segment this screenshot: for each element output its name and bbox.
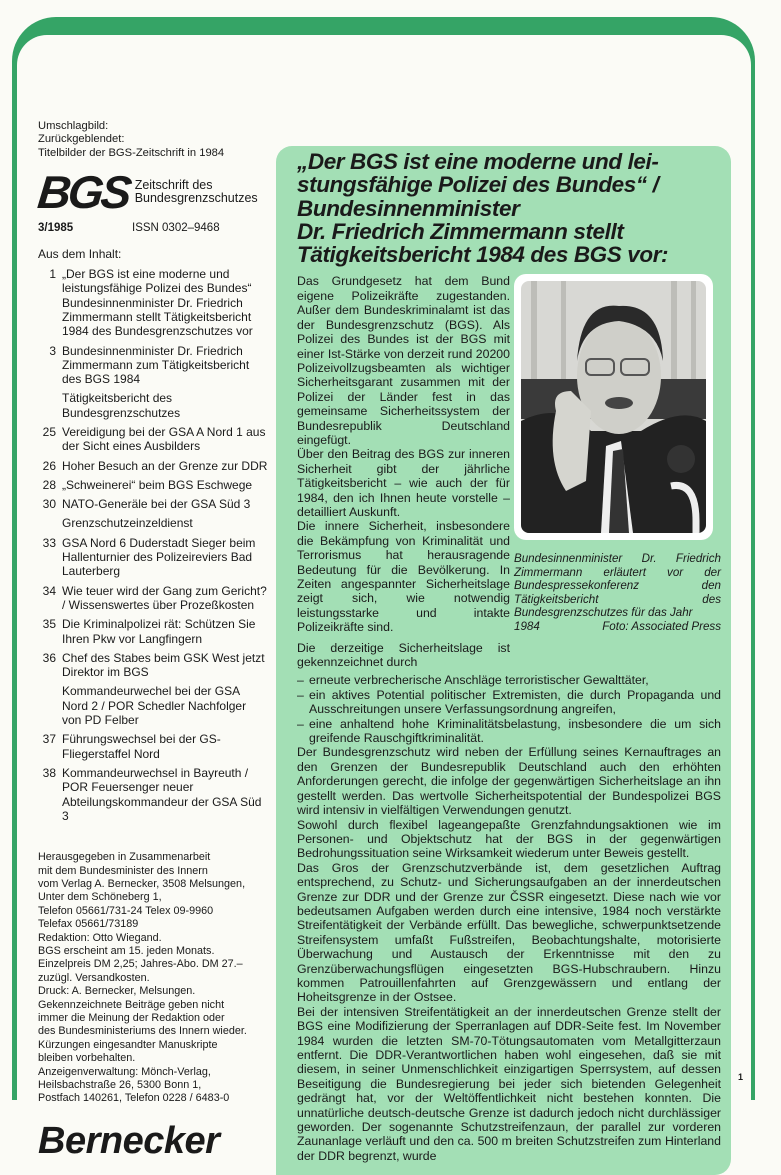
toc-item — [38, 478, 268, 492]
caption-credit-line — [514, 620, 721, 633]
page-number: 1 — [738, 1072, 744, 1082]
subtitle-line: Zeitschrift des — [134, 178, 213, 193]
cover-line: Umschlagbild: — [38, 120, 109, 132]
masthead — [35, 166, 268, 219]
photo-credit: Foto: Associated Press — [602, 619, 721, 633]
toc-item — [38, 732, 268, 761]
toc-page-number: 25 — [42, 425, 56, 439]
toc-page-number: 28 — [42, 477, 56, 492]
imprint-line: bleiben vorbehalten. — [38, 1052, 136, 1065]
left-column — [35, 120, 268, 1162]
imprint — [38, 851, 268, 1106]
headline-line: Tätigkeitsbericht 1984 des BGS vor: — [297, 242, 669, 268]
bgs-logo: BGS — [35, 166, 132, 219]
toc-page-number: 36 — [42, 650, 56, 665]
bullet-item — [297, 688, 721, 717]
body-paragraph: Über den Beitrag des BGS zur inneren Sicherheit gibt der jährliche Tätigkeitsbericht – wie auch der für 1984, den ich Ihnen heute vorstelle – detailliert Auskunft. — [297, 447, 510, 519]
toc-title: Hoher Besuch an der Grenze zur DDR — [62, 458, 268, 473]
subtitle-line: Bundesgrenzschutzes — [134, 191, 258, 206]
toc-title: „Schweinerei“ beim BGS Eschwege — [62, 477, 253, 492]
imprint-line: vom Verlag A. Bernecker, 3508 Melsungen, — [38, 877, 246, 890]
toc-section-heading: Tätigkeitsbericht des Bundesgrenzschutzes — [62, 391, 181, 420]
body-paragraph: Das Grundgesetz hat dem Bund eigene Polizeikräfte zugestanden. Außer dem Bundeskriminalamt ist das der Bundesgrenzschutz (BGS). Als Polizei des Bundes ist der BGS mit einer Ist-Stärke von derzeit rund 20200 Polizeivollzugsbeamten als wichtiger Sicherheitsgarant zusammen mit der Polizei der Länder fest in das gemeinsame Sicherheitssystem der Bundesrepublik Deutschland eingefügt. — [297, 274, 510, 447]
issue-number: 3/1985 — [38, 222, 74, 235]
article-intro-row — [297, 274, 721, 669]
toc-page-number: 3 — [49, 343, 56, 358]
toc-title: Vereidigung bei der GSA A Nord 1 aus der Sicht eines Ausbilders — [62, 425, 266, 454]
caption-text: Bundesinnenminister Dr. Friedrich Zimmermann erläutert vor der Bundespressekonferenz den Tätigkeitsbericht des Bundesgrenzschutzes für das Jahr — [514, 552, 721, 620]
toc-page-number: 1 — [49, 267, 56, 282]
toc-title: Die Kriminalpolizei rät: Schützen Sie Ihren Pkw vor Langfingern — [62, 617, 256, 646]
dash-bullet-icon: – — [297, 673, 304, 688]
imprint-line: des Bundesministeriums des Innern wieder. — [38, 1025, 247, 1038]
dash-bullet-icon: – — [297, 687, 304, 702]
toc-title: Chef des Stabes beim GSK West jetzt Direktor im BGS — [62, 650, 265, 680]
headline-line: „Der BGS ist eine moderne und lei- — [297, 149, 659, 174]
imprint-line: Anzeigenverwaltung: Mönch-Verlag, — [38, 1065, 211, 1078]
imprint-line: Telefon 05661/731-24 Telex 09-9960 — [38, 904, 214, 917]
toc-title: „Der BGS ist eine moderne und leistungsfähige Polizei des Bundes“ Bundesinnenminister Dr. Friedrich Zimmermann stellt Tätigkeitsbericht 1984 des Bundesgrenzschutzes vor — [62, 267, 253, 339]
imprint-line: BGS erscheint am 15. jeden Monats. — [38, 944, 215, 957]
toc-section-heading: Grenzschutzeinzeldienst — [62, 516, 193, 531]
article-headline — [297, 150, 721, 266]
imprint-line: Telefax 05661/73189 — [38, 918, 139, 931]
photo-block — [514, 274, 721, 632]
headline-line: Bundesinnenminister — [297, 195, 520, 221]
cover-line: Titelbilder der BGS-Zeitschrift in 1984 — [38, 146, 225, 159]
imprint-line: Kürzungen eingesandter Manuskripte — [38, 1038, 218, 1051]
toc-title: Kommandeurwechsel in Bayreuth / POR Feuersenger neuer Abteilungskommandeur der GSA Süd 3 — [62, 765, 262, 823]
toc-page-number: 26 — [42, 458, 56, 473]
toc-item — [38, 497, 268, 511]
toc-page-number: 38 — [42, 765, 56, 780]
toc-section-heading: Kommandeurwechel bei der GSA Nord 2 / POR Schedler Nachfolger von PD Felber — [62, 684, 247, 728]
caption-year: 1984 — [514, 619, 540, 633]
article-photo — [514, 274, 713, 540]
toc-title: NATO-Generäle bei der GSA Süd 3 — [62, 497, 251, 512]
bullet-item — [297, 717, 721, 746]
toc-item — [38, 584, 268, 613]
imprint-line: Unter dem Schöneberg 1, — [38, 891, 162, 904]
toc-item — [38, 617, 268, 646]
imprint-line: Einzelpreis DM 2,25; Jahres-Abo. DM 27.– — [38, 958, 243, 971]
imprint-line: Postfach 140261, Telefon 0228 / 6483-0 — [38, 1092, 230, 1105]
toc-heading: Aus dem Inhalt: — [38, 246, 122, 261]
toc-item — [38, 267, 268, 338]
article-panel — [276, 146, 731, 1175]
cover-note — [38, 120, 268, 160]
imprint-line: Gekennzeichnete Beiträge geben nicht — [38, 998, 225, 1011]
toc-title: Wie teuer wird der Gang zum Gericht? / Wissenswertes über Prozeßkosten — [62, 583, 267, 612]
publisher-logo: Bernecker — [38, 1119, 220, 1162]
toc-page-number: 33 — [42, 535, 56, 550]
toc-item — [38, 344, 268, 387]
imprint-line: Redaktion: Otto Wiegand. — [38, 931, 162, 944]
toc-page-number: 37 — [42, 732, 56, 747]
imprint-line: zuzügl. Versandkosten. — [38, 971, 150, 984]
minister-photo-image — [521, 281, 706, 533]
toc-page-number: 34 — [42, 583, 56, 598]
body-paragraph: Sowohl durch flexibel lageangepaßte Grenzfahndungsaktionen wie im Personen- und Objektschutz hat der BGS in der gegenwärtigen Bedrohungssituation seine Wirksamkeit wiederum unter Beweis gestellt. — [297, 817, 721, 861]
toc-item — [38, 425, 268, 454]
toc-title: Führungswechsel bei der GS-Fliegerstaffel Nord — [62, 732, 221, 761]
dash-bullet-icon: – — [297, 716, 304, 731]
toc-item — [38, 536, 268, 579]
bullet-text: eine anhaltend hohe Kriminalitätsbelastung, insbesondere die um sich greifende Rauschgiftkriminalität. — [309, 716, 721, 746]
body-paragraph: Das Gros der Grenzschutzverbände ist, dem gesetzlichen Auftrag entsprechend, zu Schutz- und Sicherungsaufgaben an der innerdeutschen Grenze zur DDR und der Grenze zur ČSSR eingesetzt. Diese nach wie vor bedeutsamen Aufgaben werden durch eine intensive, 1984 noch verstärkte Streifentätigkeit der Verbände erfüllt. Das bewegliche, schwerpunktsetzende Streifensystem umfaßt Fußstreifen, Beobachtungshalte, motorisierte Überwachung und Austausch der Erkenntnisse mit den zu Grenzüberwachungsflügen eingesetzten BGS-Hubschraubern. Hinzu kommen Patrouillenfahrten auf Grenzgewässern und entlang der Hoheitsgrenze in der Ostsee. — [297, 860, 721, 1005]
toc-item — [38, 651, 268, 680]
article-body-main — [297, 673, 721, 1163]
imprint-line: Heilsbachstraße 26, 5300 Bonn 1, — [38, 1079, 202, 1092]
body-paragraph: Der Bundesgrenzschutz wird neben der Erfüllung seines Kernauftrages an den Grenzen der Bundesrepublik Deutschland auch den erhöhten Anforderungen gerecht, die infolge der gegenwärtigen Sicherheitslage an ihn gestellt werden. Das wertvolle Sicherheitspotential der Bundespolizei BGS wird intensiv in vielfältigen Verwendungen genutzt. — [297, 745, 721, 818]
photo-caption — [514, 552, 721, 632]
masthead-subtitle — [135, 179, 258, 205]
imprint-line: mit dem Bundesminister des Innern — [38, 864, 208, 877]
issn: ISSN 0302–9468 — [132, 222, 220, 235]
toc-title: Bundesinnenminister Dr. Friedrich Zimmermann zum Tätigkeitsbericht des BGS 1984 — [62, 343, 250, 387]
headline-line: Dr. Friedrich Zimmermann stellt — [297, 218, 624, 244]
table-of-contents — [38, 267, 268, 823]
toc-page-number: 30 — [42, 497, 56, 512]
body-paragraph: Die derzeitige Sicherheitslage ist gekennzeichnet durch — [297, 640, 510, 670]
headline-line: stungsfähige Polizei des Bundes“ / — [297, 172, 659, 198]
article-body-intro — [297, 274, 510, 669]
toc-item — [38, 766, 268, 823]
imprint-line: Herausgegeben in Zusammenarbeit — [38, 851, 211, 864]
bullet-text: ein aktives Potential politischer Extremisten, die durch Propaganda und Ausschreitungen unsere Verfassungsordnung angreifen, — [309, 687, 721, 717]
toc-page-number: 35 — [42, 617, 56, 632]
imprint-line: immer die Meinung der Redaktion oder — [38, 1012, 225, 1024]
toc-title: GSA Nord 6 Duderstadt Sieger beim Hallenturnier des Polizeireviers Bad Lauterberg — [62, 535, 256, 579]
body-paragraph: Bei der intensiven Streifentätigkeit an der innerdeutschen Grenze stellt der BGS eine Modifizierung der Sperranlagen auf DDR-Seite fest. Im November 1984 wurden die letzten SM-70-Tötungsautomaten vom Metallgitterzaun entfernt. Die DDR-Verantwortlichen haben wohl eingesehen, daß sie mit diesem, in seiner Unmenschlichkeit einzigartigen Sperrsystem, auf dessen Beseitigung die Bundesregierung bei jeder sich bietenden Gelegenheit gedrängt hat, vor der Weltöffentlichkeit nicht bestehen konnten. Die unnatürliche deutsch-deutsche Grenze ist dadurch jedoch nicht durchlässiger geworden. Der sogenannte Schutzstreifenzaun, der parallel zur vorderen Zaunanlage verläuft und den ca. 500 m breiten Schutzstreifen zum Hinterland der DDR begrenzt, wurde — [297, 1004, 721, 1163]
toc-item — [38, 459, 268, 473]
cover-line: Zurückgeblendet: — [38, 133, 125, 146]
body-paragraph: Die innere Sicherheit, insbesondere die Bekämpfung von Kriminalität und Terrorismus hat herausragende Bedeutung für die Bevölkerung. In Zeiten angespannter Sicherheitslage zeigt sich, wie notwendig leistungsstarke und intakte Polizeikräfte sind. — [297, 519, 510, 635]
bullet-item — [297, 673, 721, 687]
imprint-line: Druck: A. Bernecker, Melsungen. — [38, 985, 196, 998]
issue-row — [38, 222, 268, 235]
bullet-text: erneute verbrecherische Anschläge terroristischer Gewalttäter, — [309, 673, 649, 688]
